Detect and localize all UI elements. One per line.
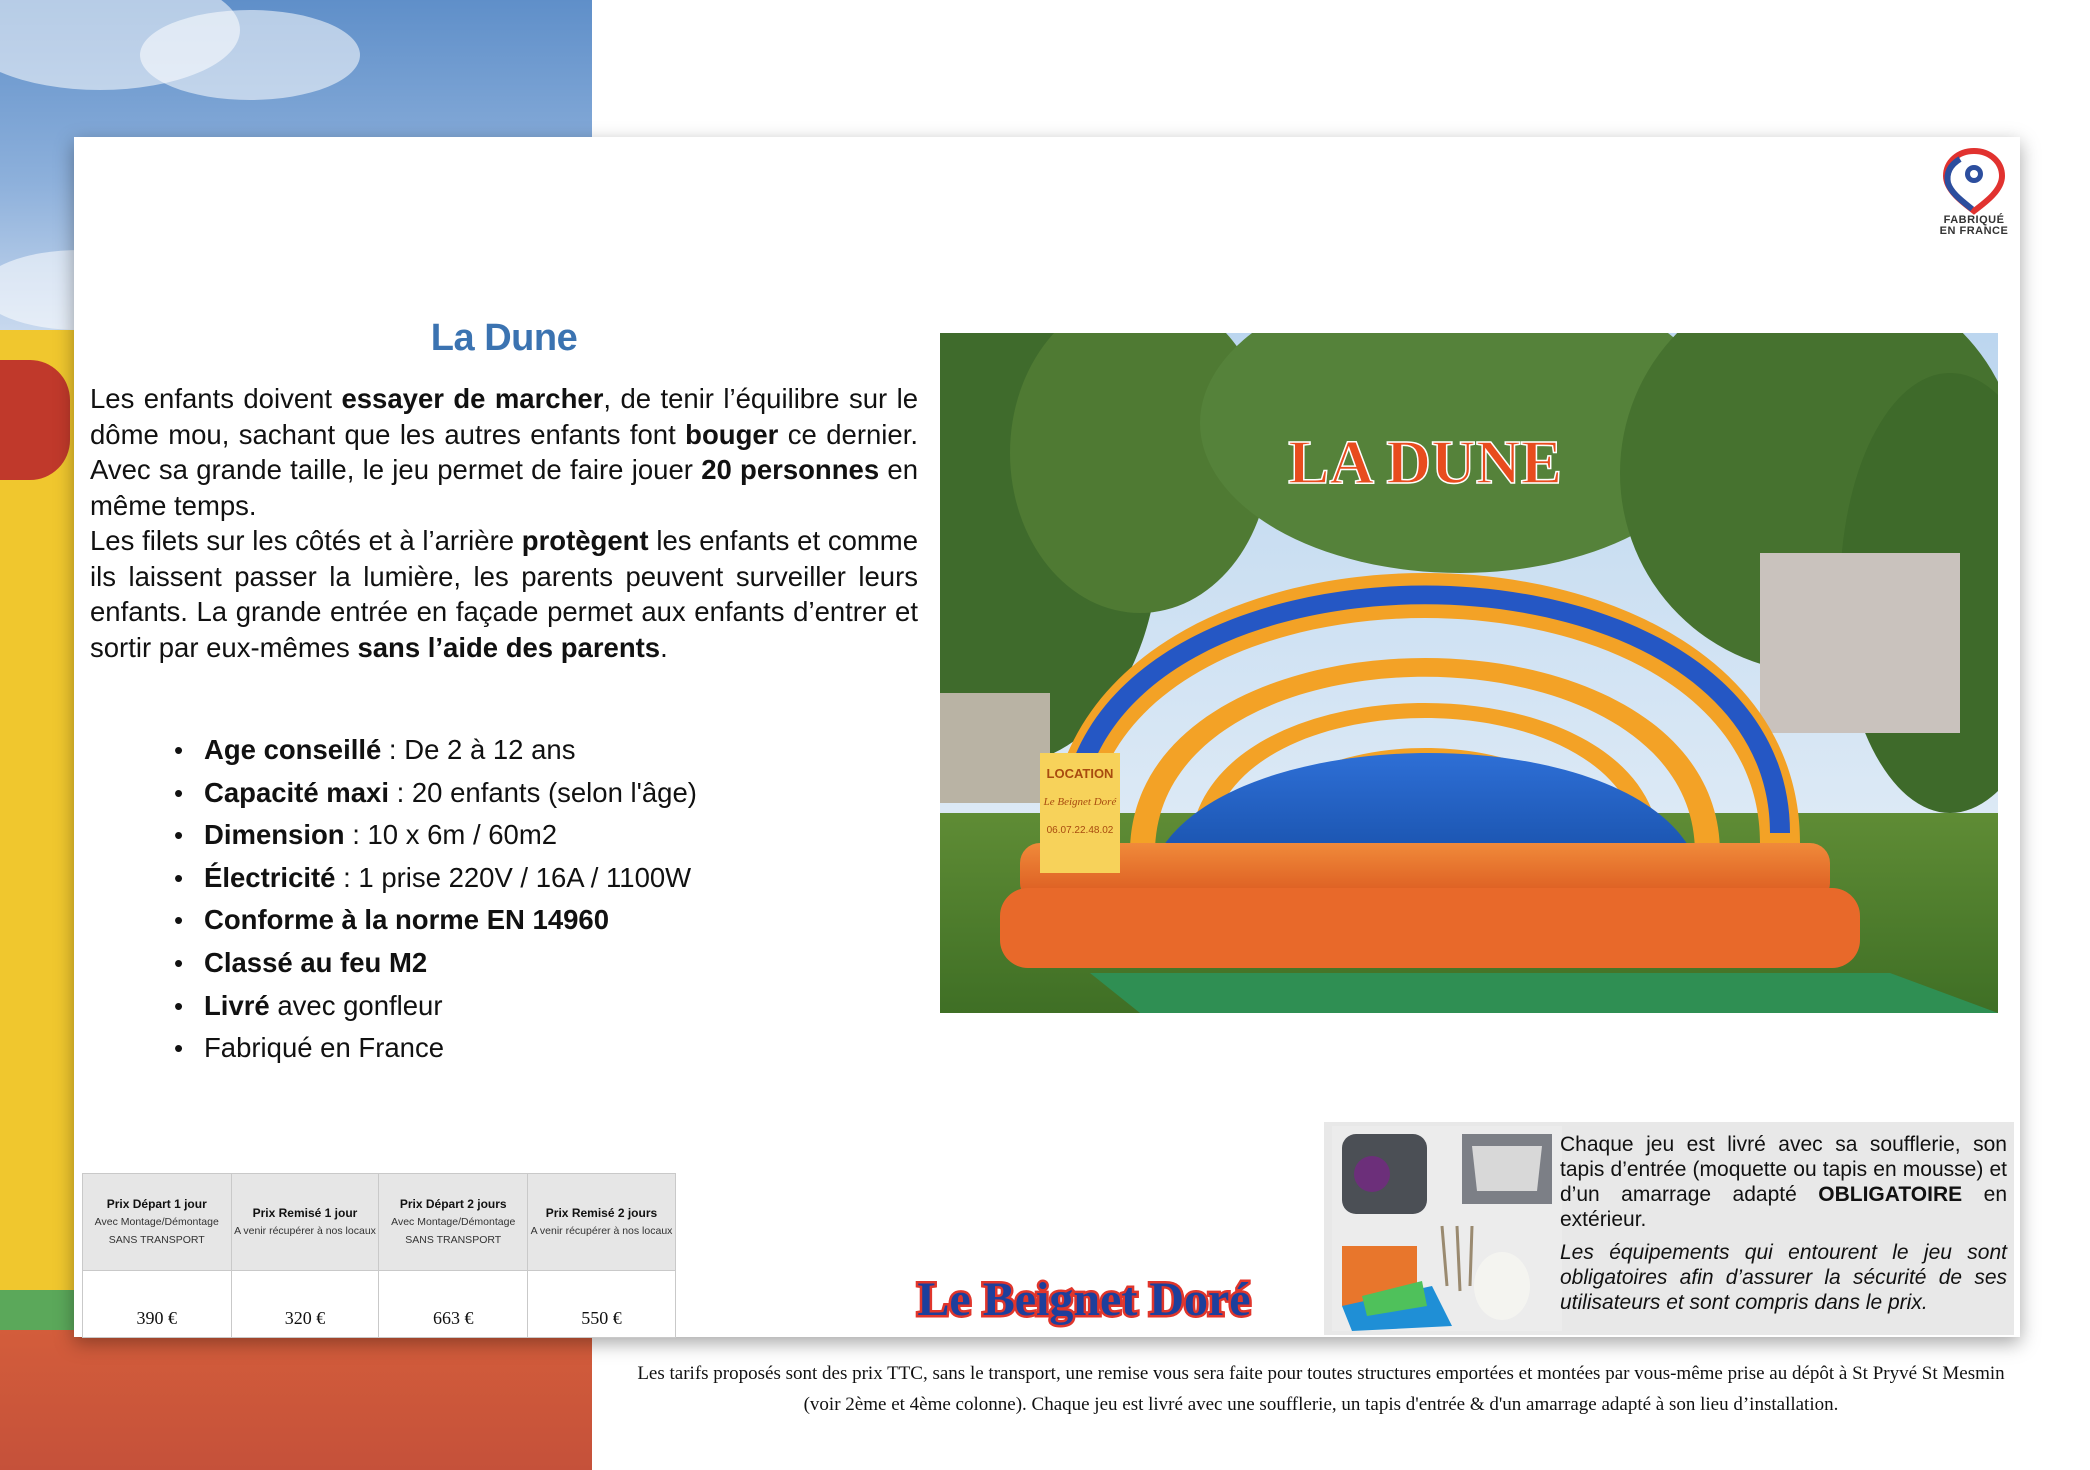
feature-value: : De 2 à 12 ans <box>381 734 576 765</box>
price-column-subtitle: A venir récupérer à nos locaux <box>530 1225 673 1237</box>
badge-line2: EN FRANCE <box>1939 225 2009 237</box>
price-column-title: Prix Départ 2 jours <box>399 1197 507 1211</box>
brand-logo <box>844 1263 1324 1333</box>
arch-text: LA DUNE <box>1288 429 1562 497</box>
feature-label: Dimension <box>204 819 345 851</box>
le-beignet-dore-logo <box>844 1263 1324 1333</box>
description-run: protègent <box>521 525 649 556</box>
footer-note: Les tarifs proposés sont des prix TTC, sans le transport, une remise vous sera faite pour toutes structures emportées et montées par vous-même prise au dépôt à St Pryvé St Mesmin (voir 2ème et 4ème colonne). Chaque jeu est livré avec une soufflerie, un tapis d'entrée & d'un amarrage adapté à son lieu d’installation. <box>637 1363 2005 1415</box>
feature-item <box>174 942 697 985</box>
feature-item <box>174 899 697 942</box>
banner-phone: 06.07.22.48.02 <box>1046 825 1114 836</box>
feature-list <box>174 729 697 1070</box>
description-run: ce dernier. Avec sa grande taille, le jeu permet de faire jouer <box>90 418 918 485</box>
price-column-subtitle: Avec Montage/Démontage <box>391 1216 516 1228</box>
price-header-row <box>83 1174 676 1271</box>
background-castle-accent <box>0 360 70 480</box>
feature-label: Livré <box>204 989 270 1021</box>
feature-item <box>174 1027 697 1070</box>
equipment-box <box>1324 1122 2014 1335</box>
inflatable-dome-photo <box>940 333 1998 1013</box>
equipment-run: en extérieur. <box>1560 1183 2007 1231</box>
description-run: , de tenir l’équilibre sur le dôme mou, sachant que les autres enfants font <box>90 383 918 450</box>
feature-item <box>174 857 697 900</box>
background-castle-floor <box>0 1330 592 1470</box>
description-run: essayer de marcher <box>341 383 604 414</box>
product-description <box>90 381 918 665</box>
equipment-run: OBLIGATOIRE <box>1818 1183 1963 1206</box>
price-column-subtitle: A venir récupérer à nos locaux <box>234 1225 376 1237</box>
blower-tarp-stakes-photo <box>1332 1126 1562 1331</box>
banner-location: LOCATION <box>1046 766 1114 781</box>
price-value-cell: 320 € <box>231 1271 379 1338</box>
price-column-title: Prix Remisé 1 jour <box>252 1206 358 1220</box>
feature-label: Classé au feu M2 <box>204 946 428 978</box>
description-run: 20 personnes <box>701 454 880 485</box>
price-value-cell: 390 € <box>83 1271 232 1338</box>
price-value-row <box>83 1271 676 1338</box>
feature-item <box>174 814 697 857</box>
equipment-run: Chaque jeu est livré avec sa soufflerie, son tapis d’entrée (moquette ou tapis en mousse) et d’un amarrage adapté <box>1560 1133 2007 1206</box>
description-run: sans l’aide des parents <box>357 631 661 663</box>
price-value-cell: 550 € <box>527 1271 675 1338</box>
background-cloud <box>140 10 360 100</box>
badge-line1: FABRIQUÉ <box>1943 214 2005 226</box>
feature-item <box>174 985 697 1028</box>
price-header-cell <box>527 1174 675 1271</box>
price-header-cell <box>379 1174 528 1271</box>
feature-value: : 1 prise 220V / 16A / 1100W <box>335 861 692 893</box>
price-column-subtitle: SANS TRANSPORT <box>108 1234 205 1246</box>
fabrique-en-france-pin-icon <box>1934 145 2014 215</box>
feature-label: Conforme à la norme EN 14960 <box>204 904 610 936</box>
price-value-cell: 663 € <box>379 1271 528 1338</box>
description-run: Les filets sur les côtés et à l’arrière <box>90 525 522 556</box>
feature-value: Fabriqué en France <box>204 1032 444 1064</box>
price-column-title: Prix Départ 1 jour <box>106 1197 207 1211</box>
feature-value: : 20 enfants (selon l'âge) <box>388 776 697 808</box>
description-paragraph-1 <box>90 381 918 523</box>
feature-value: : 10 x 6m / 60m2 <box>344 819 558 851</box>
price-table <box>82 1173 676 1338</box>
equipment-note: Les équipements qui entourent le jeu sont obligatoires afin d’assurer la sécurité de ses utilisateurs et sont compris dans le prix. <box>1560 1241 2007 1314</box>
banner-brand: Le Beignet Doré <box>1043 796 1117 808</box>
equipment-main-text <box>1560 1132 2007 1232</box>
price-column-subtitle: SANS TRANSPORT <box>405 1234 502 1246</box>
fabrique-en-france-text <box>1934 215 2014 237</box>
price-header-cell <box>83 1174 232 1271</box>
description-run: les enfants et comme ils laissent passer la lumière, les parents peuvent surveiller leurs enfants. La grande entrée en façade permet aux enfants d’entrer et sortir par eux-mêmes <box>90 525 918 663</box>
feature-label: Électricité <box>204 861 336 893</box>
feature-label: Age conseillé <box>204 734 382 765</box>
price-header-cell <box>231 1174 379 1271</box>
product-photo <box>940 333 1998 1013</box>
feature-label: Capacité maxi <box>204 776 389 808</box>
product-title: La Dune <box>430 317 578 359</box>
feature-item <box>174 729 697 772</box>
price-column-subtitle: Avec Montage/Démontage <box>94 1216 219 1228</box>
description-run: Les enfants doivent <box>90 383 342 414</box>
background-castle-wall <box>0 330 80 1330</box>
price-column-title: Prix Remisé 2 jours <box>545 1206 658 1220</box>
feature-value: avec gonfleur <box>269 989 443 1021</box>
fabrique-en-france-badge <box>1934 145 2014 241</box>
description-run: en même temps. <box>90 454 918 521</box>
description-paragraph-2 <box>90 523 918 665</box>
description-run: bouger <box>685 418 779 450</box>
product-card <box>74 137 2020 1337</box>
description-run: . <box>660 631 668 663</box>
brand-name: Le Beignet Doré <box>917 1273 1251 1326</box>
feature-item <box>174 772 697 815</box>
equipment-text <box>1560 1132 2007 1315</box>
